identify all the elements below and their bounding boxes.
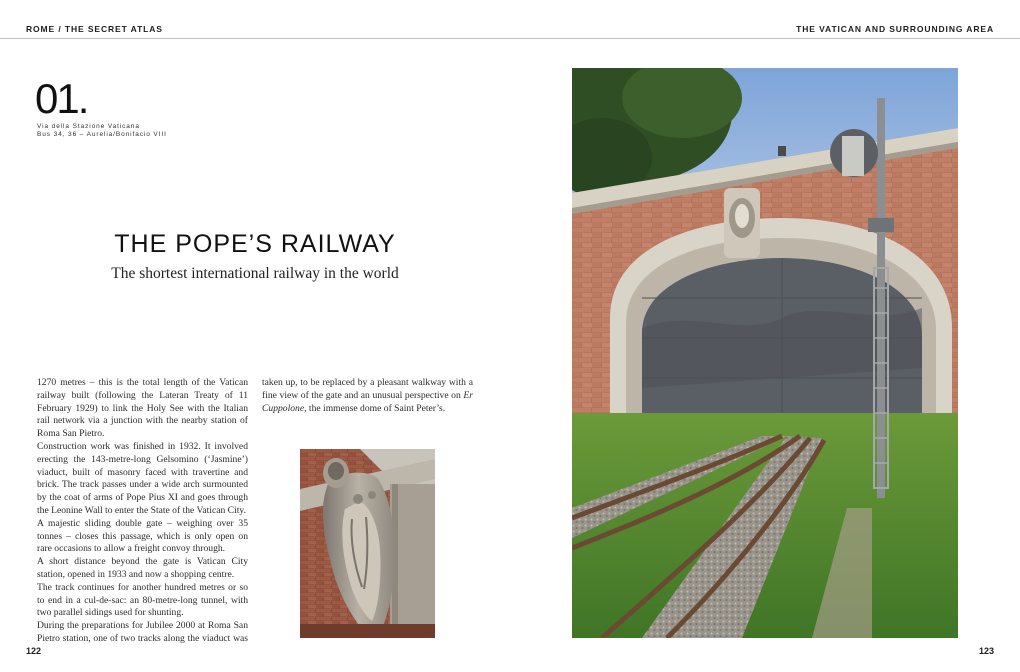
coat-of-arms-photo: [300, 449, 435, 638]
paragraph: [262, 377, 473, 415]
page-number-left: 122: [26, 646, 42, 656]
running-header: [0, 0, 1020, 39]
paragraph: During the preparations for Jubilee 2000 at Roma San Pietro station, one of two tracks along the viaduct was: [37, 620, 248, 644]
address-bus: Bus 34, 36 – Aurelia/Bonifacio VIII: [37, 131, 167, 138]
text-column-right: [262, 377, 473, 415]
entry-number: 01.: [35, 75, 88, 122]
italic-term: Er Cuppolone: [262, 389, 473, 414]
paragraph-text: , the immense dome of Saint Peter’s.: [304, 402, 446, 414]
railway-gate-photo: [572, 68, 958, 638]
paragraph: The track continues for another hundred metres or so to end in a cul-de-sac: an 80-metre-long tunnel, with two parallel sidings used for shunting.: [37, 581, 248, 619]
paragraph: A majestic sliding double gate – weighing over 35 tonnes – closes this passage, which is only open on rare occasions to allow a freight convoy through.: [37, 517, 248, 555]
paragraph: A short distance beyond the gate is Vatican City station, opened in 1933 and now a shopping centre.: [37, 556, 248, 580]
address-street: Via della Stazione Vaticana: [37, 123, 140, 130]
header-section-title: THE VATICAN AND SURROUNDING AREA: [796, 24, 994, 34]
paragraph: 1270 metres – this is the total length of the Vatican railway built (following the Lateran Treaty of 11 February 1929) to link the Holy See with the Italian rail network via a junction with the nearby station of Roma San Pietro.: [37, 377, 248, 440]
header-book-title: ROME / THE SECRET ATLAS: [26, 24, 163, 34]
entry-address: [37, 123, 167, 139]
article-title: THE POPE’S RAILWAY: [114, 230, 396, 258]
paragraph: Construction work was finished in 1932. It involved erecting the 143-metre-long Gelsomino (‘Jasmine’) viaduct, built of masonry faced with travertine and brick. The track passes under a wide arch surmounted by the coat of arms of Pope Pius XI and goes through the Leonine Wall to enter the State of the Vatican City.: [37, 440, 248, 516]
article-subtitle: The shortest international railway in the world: [111, 265, 399, 282]
text-column-left: [37, 377, 248, 646]
paragraph-text: taken up, to be replaced by a pleasant walkway with a fine view of the gate and an unusual perspective on: [262, 377, 473, 401]
page-number-right: 123: [978, 646, 994, 656]
